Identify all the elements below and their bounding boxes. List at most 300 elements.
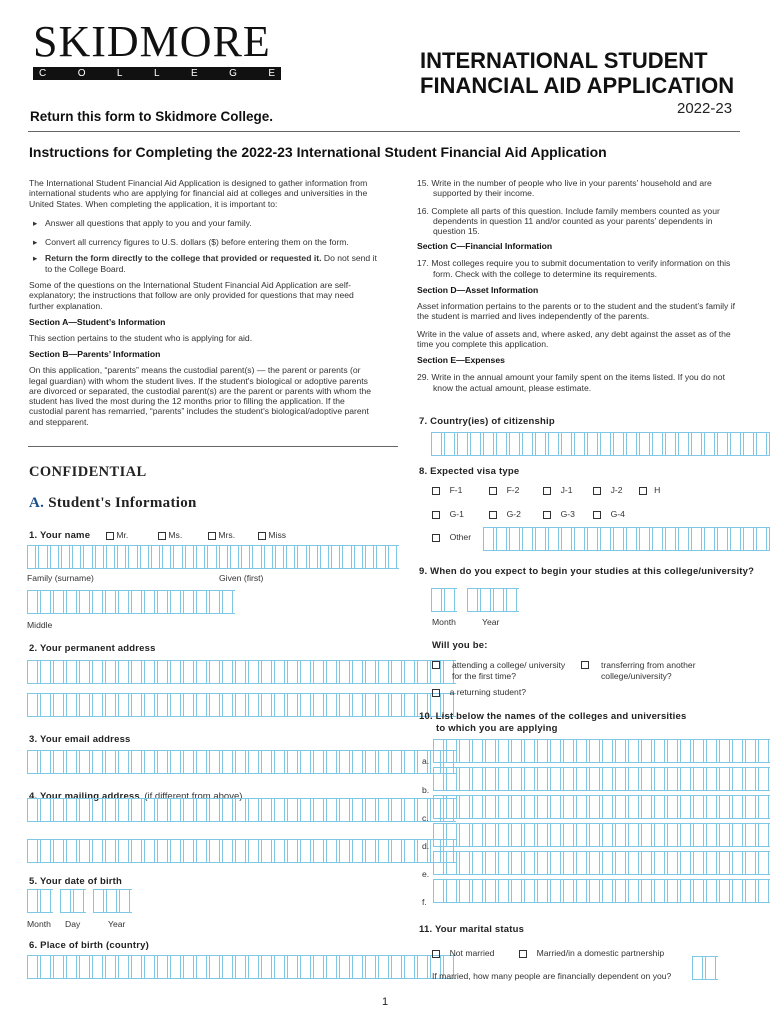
title-option-mr[interactable]: Mr. bbox=[106, 530, 128, 540]
input-cell[interactable] bbox=[196, 751, 207, 773]
input-cell[interactable] bbox=[170, 751, 181, 773]
input-cell[interactable] bbox=[196, 661, 207, 683]
input-cell[interactable] bbox=[342, 546, 351, 568]
input-cell[interactable] bbox=[459, 880, 470, 902]
input-cell[interactable] bbox=[665, 528, 676, 550]
input-cell[interactable] bbox=[589, 824, 600, 846]
input-cell[interactable] bbox=[248, 661, 259, 683]
input-cell[interactable] bbox=[391, 956, 402, 978]
input-cell[interactable] bbox=[222, 751, 233, 773]
input-cell[interactable] bbox=[118, 591, 129, 613]
input-cell[interactable] bbox=[144, 799, 155, 821]
input-cell[interactable] bbox=[485, 824, 496, 846]
input-cell[interactable] bbox=[758, 824, 769, 846]
checkbox[interactable] bbox=[432, 511, 440, 519]
boxed-input[interactable] bbox=[467, 588, 519, 612]
input-cell[interactable] bbox=[431, 433, 442, 455]
input-cell[interactable] bbox=[446, 768, 457, 790]
input-cell[interactable] bbox=[602, 796, 613, 818]
input-cell[interactable] bbox=[680, 768, 691, 790]
input-cell[interactable] bbox=[287, 661, 298, 683]
input-cell[interactable] bbox=[498, 880, 509, 902]
input-cell[interactable] bbox=[119, 890, 130, 912]
input-cell[interactable] bbox=[209, 661, 220, 683]
input-cell[interactable] bbox=[743, 528, 754, 550]
boxed-input[interactable] bbox=[93, 889, 132, 913]
input-cell[interactable] bbox=[472, 796, 483, 818]
status-married[interactable]: Married/in a domestic partnership bbox=[519, 948, 664, 958]
input-cell[interactable] bbox=[576, 880, 587, 902]
input-cell[interactable] bbox=[235, 799, 246, 821]
boxed-input[interactable] bbox=[433, 879, 770, 903]
input-cell[interactable] bbox=[248, 956, 259, 978]
input-cell[interactable] bbox=[157, 694, 168, 716]
input-cell[interactable] bbox=[498, 768, 509, 790]
input-cell[interactable] bbox=[196, 546, 205, 568]
input-cell[interactable] bbox=[297, 546, 306, 568]
input-cell[interactable] bbox=[417, 956, 428, 978]
input-cell[interactable] bbox=[444, 433, 455, 455]
input-cell[interactable] bbox=[339, 840, 350, 862]
input-cell[interactable] bbox=[79, 694, 90, 716]
input-cell[interactable] bbox=[157, 956, 168, 978]
input-cell[interactable] bbox=[574, 433, 585, 455]
input-cell[interactable] bbox=[365, 661, 376, 683]
input-cell[interactable] bbox=[498, 852, 509, 874]
checkbox[interactable] bbox=[593, 487, 601, 495]
input-cell[interactable] bbox=[626, 433, 637, 455]
input-cell[interactable] bbox=[183, 751, 194, 773]
input-cell[interactable] bbox=[730, 528, 741, 550]
boxed-input[interactable] bbox=[27, 955, 456, 979]
input-cell[interactable] bbox=[706, 852, 717, 874]
input-cell[interactable] bbox=[264, 546, 273, 568]
input-cell[interactable] bbox=[222, 956, 233, 978]
input-cell[interactable] bbox=[286, 546, 295, 568]
input-cell[interactable] bbox=[300, 799, 311, 821]
input-cell[interactable] bbox=[691, 528, 702, 550]
input-cell[interactable] bbox=[40, 799, 51, 821]
input-cell[interactable] bbox=[27, 751, 38, 773]
input-cell[interactable] bbox=[105, 694, 116, 716]
input-cell[interactable] bbox=[665, 433, 676, 455]
input-cell[interactable] bbox=[404, 956, 415, 978]
input-cell[interactable] bbox=[652, 528, 663, 550]
checkbox[interactable] bbox=[639, 487, 647, 495]
input-cell[interactable] bbox=[561, 528, 572, 550]
checkbox[interactable] bbox=[432, 661, 440, 669]
input-cell[interactable] bbox=[589, 740, 600, 762]
input-cell[interactable] bbox=[118, 840, 129, 862]
input-cell[interactable] bbox=[732, 880, 743, 902]
input-cell[interactable] bbox=[300, 661, 311, 683]
input-cell[interactable] bbox=[404, 694, 415, 716]
boxed-input[interactable] bbox=[431, 432, 770, 456]
input-cell[interactable] bbox=[717, 528, 728, 550]
input-cell[interactable] bbox=[209, 956, 220, 978]
input-cell[interactable] bbox=[719, 852, 730, 874]
input-cell[interactable] bbox=[157, 751, 168, 773]
input-cell[interactable] bbox=[66, 840, 77, 862]
input-cell[interactable] bbox=[207, 546, 216, 568]
input-cell[interactable] bbox=[300, 751, 311, 773]
input-cell[interactable] bbox=[40, 694, 51, 716]
input-cell[interactable] bbox=[732, 768, 743, 790]
checkbox[interactable] bbox=[593, 511, 601, 519]
input-cell[interactable] bbox=[365, 840, 376, 862]
input-cell[interactable] bbox=[261, 956, 272, 978]
boxed-input[interactable] bbox=[27, 660, 456, 684]
input-cell[interactable] bbox=[326, 799, 337, 821]
input-cell[interactable] bbox=[339, 799, 350, 821]
input-cell[interactable] bbox=[40, 840, 51, 862]
input-cell[interactable] bbox=[66, 591, 77, 613]
input-cell[interactable] bbox=[261, 694, 272, 716]
input-cell[interactable] bbox=[388, 546, 397, 568]
input-cell[interactable] bbox=[313, 799, 324, 821]
input-cell[interactable] bbox=[704, 433, 715, 455]
checkbox[interactable] bbox=[543, 487, 551, 495]
boxed-input[interactable] bbox=[27, 750, 456, 774]
input-cell[interactable] bbox=[404, 799, 415, 821]
boxed-input[interactable] bbox=[433, 851, 770, 875]
input-cell[interactable] bbox=[173, 546, 182, 568]
input-cell[interactable] bbox=[615, 796, 626, 818]
input-cell[interactable] bbox=[550, 796, 561, 818]
input-cell[interactable] bbox=[157, 591, 168, 613]
input-cell[interactable] bbox=[756, 433, 767, 455]
input-cell[interactable] bbox=[27, 661, 38, 683]
input-cell[interactable] bbox=[498, 824, 509, 846]
input-cell[interactable] bbox=[641, 852, 652, 874]
input-cell[interactable] bbox=[320, 546, 329, 568]
input-cell[interactable] bbox=[170, 661, 181, 683]
input-cell[interactable] bbox=[196, 956, 207, 978]
input-cell[interactable] bbox=[339, 694, 350, 716]
input-cell[interactable] bbox=[183, 840, 194, 862]
input-cell[interactable] bbox=[128, 546, 137, 568]
input-cell[interactable] bbox=[548, 528, 559, 550]
input-cell[interactable] bbox=[391, 694, 402, 716]
checkbox[interactable] bbox=[432, 487, 440, 495]
input-cell[interactable] bbox=[641, 768, 652, 790]
input-cell[interactable] bbox=[550, 824, 561, 846]
input-cell[interactable] bbox=[602, 852, 613, 874]
input-cell[interactable] bbox=[511, 852, 522, 874]
input-cell[interactable] bbox=[459, 852, 470, 874]
visa-f2[interactable]: F-2 bbox=[489, 485, 519, 495]
input-cell[interactable] bbox=[365, 799, 376, 821]
input-cell[interactable] bbox=[38, 546, 47, 568]
input-cell[interactable] bbox=[511, 824, 522, 846]
input-cell[interactable] bbox=[287, 956, 298, 978]
input-cell[interactable] bbox=[241, 546, 250, 568]
input-cell[interactable] bbox=[235, 751, 246, 773]
input-cell[interactable] bbox=[745, 768, 756, 790]
input-cell[interactable] bbox=[706, 824, 717, 846]
input-cell[interactable] bbox=[313, 661, 324, 683]
input-cell[interactable] bbox=[537, 824, 548, 846]
input-cell[interactable] bbox=[563, 740, 574, 762]
dob-year[interactable] bbox=[93, 889, 132, 913]
input-cell[interactable] bbox=[209, 840, 220, 862]
input-cell[interactable] bbox=[209, 799, 220, 821]
input-cell[interactable] bbox=[417, 661, 428, 683]
checkbox[interactable] bbox=[208, 532, 216, 540]
input-cell[interactable] bbox=[743, 433, 754, 455]
input-cell[interactable] bbox=[745, 824, 756, 846]
input-cell[interactable] bbox=[157, 799, 168, 821]
input-cell[interactable] bbox=[118, 751, 129, 773]
input-cell[interactable] bbox=[496, 528, 507, 550]
input-cell[interactable] bbox=[680, 740, 691, 762]
input-cell[interactable] bbox=[550, 768, 561, 790]
checkbox[interactable] bbox=[519, 950, 527, 958]
input-cell[interactable] bbox=[652, 433, 663, 455]
input-cell[interactable] bbox=[53, 661, 64, 683]
mailing-address-row2[interactable] bbox=[27, 839, 456, 863]
input-cell[interactable] bbox=[639, 528, 650, 550]
input-cell[interactable] bbox=[93, 890, 104, 912]
input-cell[interactable] bbox=[274, 956, 285, 978]
input-cell[interactable] bbox=[326, 956, 337, 978]
visa-other-boxes[interactable] bbox=[483, 527, 770, 551]
input-cell[interactable] bbox=[326, 751, 337, 773]
input-cell[interactable] bbox=[53, 694, 64, 716]
input-cell[interactable] bbox=[433, 852, 444, 874]
option-transfer[interactable]: transferring from another college/university? bbox=[581, 660, 721, 681]
input-cell[interactable] bbox=[745, 852, 756, 874]
input-cell[interactable] bbox=[309, 546, 318, 568]
input-cell[interactable] bbox=[600, 433, 611, 455]
input-cell[interactable] bbox=[92, 751, 103, 773]
checkbox[interactable] bbox=[158, 532, 166, 540]
input-cell[interactable] bbox=[628, 740, 639, 762]
input-cell[interactable] bbox=[131, 591, 142, 613]
input-cell[interactable] bbox=[615, 740, 626, 762]
input-cell[interactable] bbox=[628, 824, 639, 846]
input-cell[interactable] bbox=[60, 890, 71, 912]
input-cell[interactable] bbox=[732, 796, 743, 818]
input-cell[interactable] bbox=[667, 740, 678, 762]
input-cell[interactable] bbox=[641, 796, 652, 818]
input-cell[interactable] bbox=[535, 433, 546, 455]
boxed-input[interactable] bbox=[27, 839, 456, 863]
input-cell[interactable] bbox=[680, 824, 691, 846]
input-cell[interactable] bbox=[537, 880, 548, 902]
input-cell[interactable] bbox=[313, 840, 324, 862]
input-cell[interactable] bbox=[680, 852, 691, 874]
input-cell[interactable] bbox=[483, 528, 494, 550]
input-cell[interactable] bbox=[446, 880, 457, 902]
input-cell[interactable] bbox=[222, 591, 233, 613]
input-cell[interactable] bbox=[524, 796, 535, 818]
input-cell[interactable] bbox=[378, 956, 389, 978]
input-cell[interactable] bbox=[118, 661, 129, 683]
input-cell[interactable] bbox=[667, 852, 678, 874]
citizenship-boxes[interactable] bbox=[431, 432, 770, 456]
input-cell[interactable] bbox=[248, 751, 259, 773]
input-cell[interactable] bbox=[235, 840, 246, 862]
input-cell[interactable] bbox=[758, 740, 769, 762]
input-cell[interactable] bbox=[352, 799, 363, 821]
input-cell[interactable] bbox=[287, 694, 298, 716]
input-cell[interactable] bbox=[602, 824, 613, 846]
input-cell[interactable] bbox=[252, 546, 261, 568]
input-cell[interactable] bbox=[105, 840, 116, 862]
boxed-input[interactable] bbox=[433, 767, 770, 791]
start-month[interactable] bbox=[431, 588, 457, 612]
input-cell[interactable] bbox=[719, 880, 730, 902]
input-cell[interactable] bbox=[404, 751, 415, 773]
input-cell[interactable] bbox=[391, 799, 402, 821]
mailing-address-row1[interactable] bbox=[27, 798, 456, 822]
input-cell[interactable] bbox=[274, 840, 285, 862]
birthplace-boxes[interactable] bbox=[27, 955, 456, 979]
input-cell[interactable] bbox=[27, 956, 38, 978]
input-cell[interactable] bbox=[693, 740, 704, 762]
input-cell[interactable] bbox=[339, 661, 350, 683]
checkbox[interactable] bbox=[432, 950, 440, 958]
input-cell[interactable] bbox=[758, 768, 769, 790]
visa-j2[interactable]: J-2 bbox=[593, 485, 623, 495]
input-cell[interactable] bbox=[535, 528, 546, 550]
input-cell[interactable] bbox=[79, 751, 90, 773]
input-cell[interactable] bbox=[693, 852, 704, 874]
input-cell[interactable] bbox=[248, 799, 259, 821]
input-cell[interactable] bbox=[678, 528, 689, 550]
input-cell[interactable] bbox=[719, 740, 730, 762]
input-cell[interactable] bbox=[261, 661, 272, 683]
input-cell[interactable] bbox=[92, 661, 103, 683]
input-cell[interactable] bbox=[602, 880, 613, 902]
option-returning[interactable]: a returning student? bbox=[432, 687, 526, 697]
input-cell[interactable] bbox=[53, 956, 64, 978]
input-cell[interactable] bbox=[183, 799, 194, 821]
input-cell[interactable] bbox=[524, 880, 535, 902]
input-cell[interactable] bbox=[654, 824, 665, 846]
input-cell[interactable] bbox=[563, 824, 574, 846]
input-cell[interactable] bbox=[261, 751, 272, 773]
input-cell[interactable] bbox=[222, 799, 233, 821]
input-cell[interactable] bbox=[95, 546, 104, 568]
input-cell[interactable] bbox=[758, 796, 769, 818]
permanent-address-row1[interactable] bbox=[27, 660, 456, 684]
input-cell[interactable] bbox=[183, 956, 194, 978]
input-cell[interactable] bbox=[537, 796, 548, 818]
input-cell[interactable] bbox=[66, 751, 77, 773]
input-cell[interactable] bbox=[313, 694, 324, 716]
input-cell[interactable] bbox=[511, 740, 522, 762]
input-cell[interactable] bbox=[717, 433, 728, 455]
input-cell[interactable] bbox=[615, 824, 626, 846]
input-cell[interactable] bbox=[563, 796, 574, 818]
input-cell[interactable] bbox=[105, 661, 116, 683]
input-cell[interactable] bbox=[106, 890, 117, 912]
input-cell[interactable] bbox=[66, 799, 77, 821]
input-cell[interactable] bbox=[706, 880, 717, 902]
input-cell[interactable] bbox=[493, 589, 504, 611]
input-cell[interactable] bbox=[537, 740, 548, 762]
status-not-married[interactable]: Not married bbox=[432, 948, 494, 958]
visa-g4[interactable]: G-4 bbox=[593, 509, 625, 519]
input-cell[interactable] bbox=[140, 546, 149, 568]
input-cell[interactable] bbox=[706, 768, 717, 790]
input-cell[interactable] bbox=[524, 824, 535, 846]
input-cell[interactable] bbox=[376, 546, 385, 568]
input-cell[interactable] bbox=[667, 880, 678, 902]
title-option-ms[interactable]: Ms. bbox=[158, 530, 182, 540]
input-cell[interactable] bbox=[704, 528, 715, 550]
input-cell[interactable] bbox=[641, 824, 652, 846]
visa-g2[interactable]: G-2 bbox=[489, 509, 521, 519]
input-cell[interactable] bbox=[27, 591, 38, 613]
input-cell[interactable] bbox=[313, 956, 324, 978]
input-cell[interactable] bbox=[313, 751, 324, 773]
boxed-input[interactable] bbox=[27, 889, 53, 913]
input-cell[interactable] bbox=[79, 799, 90, 821]
input-cell[interactable] bbox=[185, 546, 194, 568]
input-cell[interactable] bbox=[719, 796, 730, 818]
input-cell[interactable] bbox=[667, 796, 678, 818]
input-cell[interactable] bbox=[639, 433, 650, 455]
input-cell[interactable] bbox=[79, 661, 90, 683]
input-cell[interactable] bbox=[27, 840, 38, 862]
input-cell[interactable] bbox=[209, 591, 220, 613]
input-cell[interactable] bbox=[511, 880, 522, 902]
input-cell[interactable] bbox=[678, 433, 689, 455]
input-cell[interactable] bbox=[50, 546, 59, 568]
boxed-input[interactable] bbox=[27, 590, 235, 614]
input-cell[interactable] bbox=[576, 768, 587, 790]
boxed-input[interactable] bbox=[27, 798, 456, 822]
input-cell[interactable] bbox=[352, 694, 363, 716]
input-cell[interactable] bbox=[354, 546, 363, 568]
checkbox[interactable] bbox=[581, 661, 589, 669]
input-cell[interactable] bbox=[235, 694, 246, 716]
email-boxes[interactable] bbox=[27, 750, 456, 774]
input-cell[interactable] bbox=[378, 751, 389, 773]
input-cell[interactable] bbox=[459, 824, 470, 846]
boxed-input[interactable] bbox=[433, 739, 770, 763]
input-cell[interactable] bbox=[131, 751, 142, 773]
boxed-input[interactable] bbox=[27, 545, 399, 569]
input-cell[interactable] bbox=[209, 694, 220, 716]
input-cell[interactable] bbox=[248, 694, 259, 716]
input-cell[interactable] bbox=[561, 433, 572, 455]
input-cell[interactable] bbox=[27, 799, 38, 821]
input-cell[interactable] bbox=[196, 799, 207, 821]
input-cell[interactable] bbox=[485, 768, 496, 790]
input-cell[interactable] bbox=[391, 751, 402, 773]
input-cell[interactable] bbox=[118, 956, 129, 978]
input-cell[interactable] bbox=[27, 546, 36, 568]
input-cell[interactable] bbox=[719, 824, 730, 846]
option-first-time[interactable]: attending a college/ university for the first time? bbox=[432, 660, 572, 681]
input-cell[interactable] bbox=[615, 880, 626, 902]
input-cell[interactable] bbox=[576, 740, 587, 762]
input-cell[interactable] bbox=[53, 751, 64, 773]
input-cell[interactable] bbox=[745, 796, 756, 818]
visa-j1[interactable]: J-1 bbox=[543, 485, 573, 495]
input-cell[interactable] bbox=[587, 433, 598, 455]
input-cell[interactable] bbox=[524, 852, 535, 874]
input-cell[interactable] bbox=[326, 840, 337, 862]
input-cell[interactable] bbox=[483, 433, 494, 455]
input-cell[interactable] bbox=[654, 880, 665, 902]
input-cell[interactable] bbox=[66, 661, 77, 683]
input-cell[interactable] bbox=[459, 796, 470, 818]
